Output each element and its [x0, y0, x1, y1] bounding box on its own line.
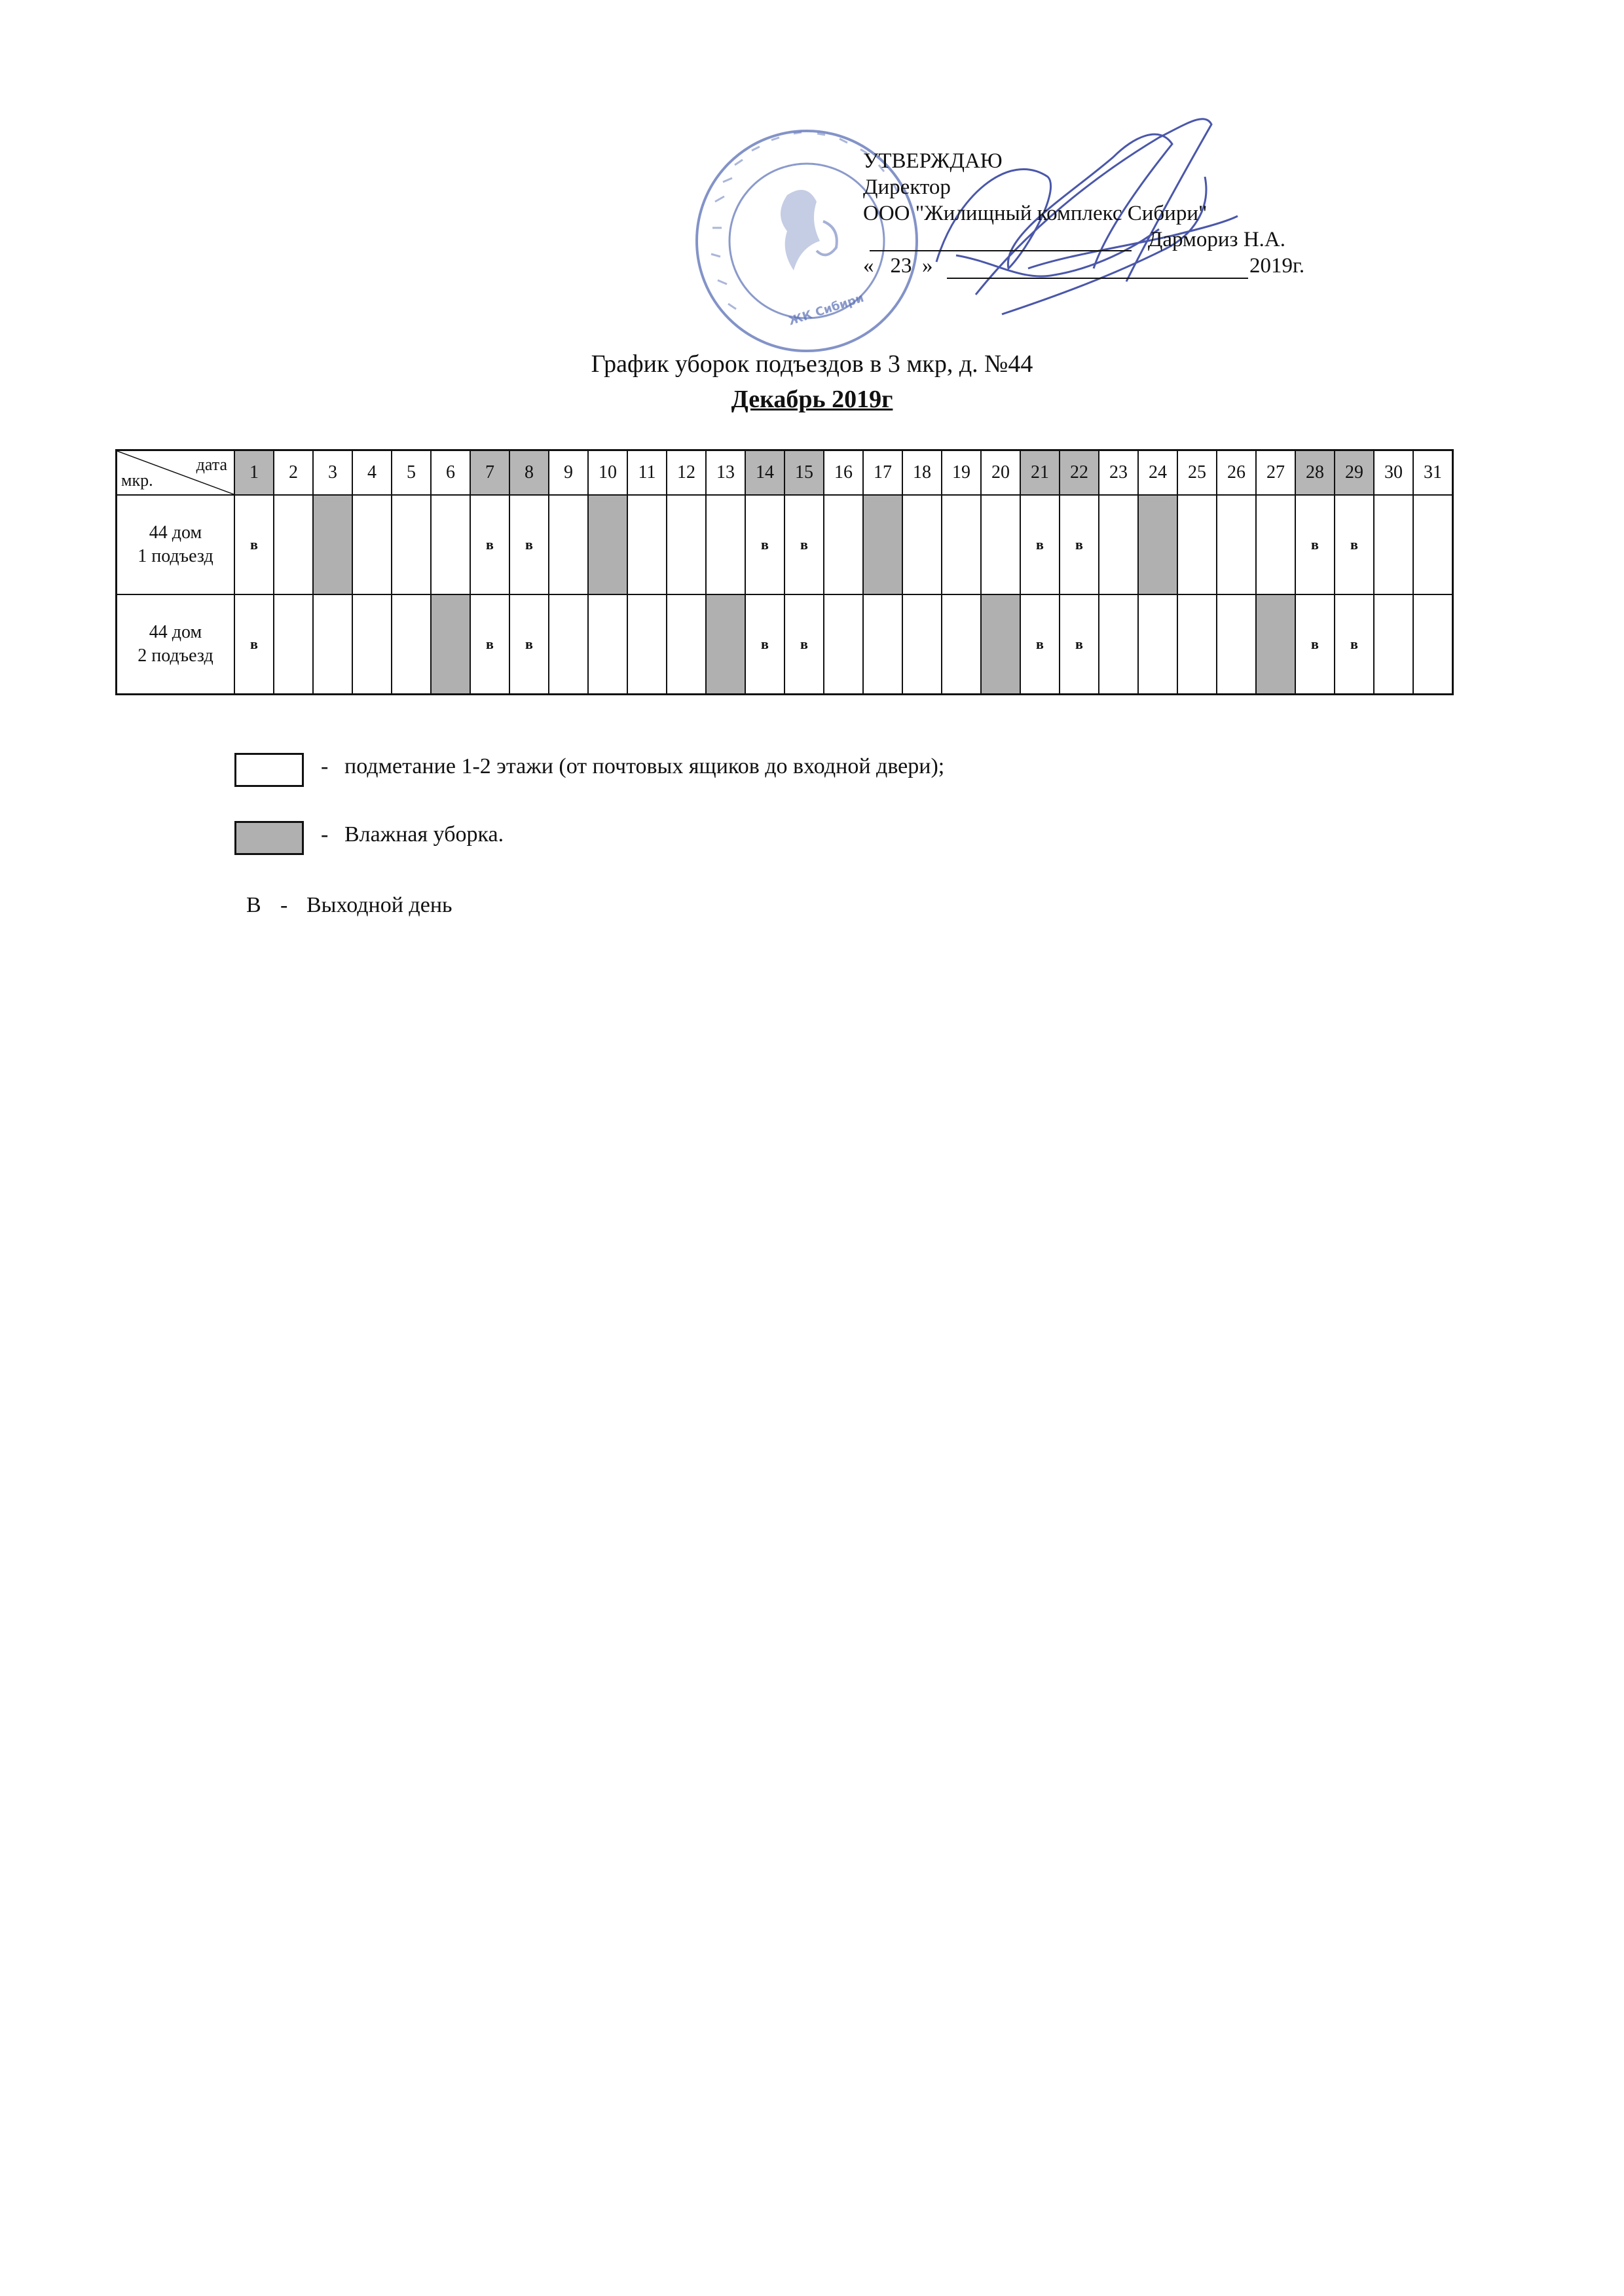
cleaning-schedule-table	[115, 449, 1454, 695]
legend-sweep-text: подметание 1-2 этажи (от почтовых ящиков до входной двери);	[344, 754, 945, 778]
corner-date-label: дата	[196, 455, 227, 474]
schedule-cell-day-9	[549, 594, 588, 695]
schedule-cell-day-1: в	[234, 495, 274, 594]
schedule-cell-day-7: в	[470, 594, 509, 695]
schedule-cell-day-30	[1374, 495, 1413, 594]
schedule-cell-day-10	[588, 594, 627, 695]
day-header-6: 6	[431, 450, 470, 496]
table-header-row	[117, 450, 1453, 496]
day-header-20: 20	[981, 450, 1020, 496]
schedule-cell-day-13	[706, 594, 745, 695]
schedule-cell-day-11	[627, 594, 667, 695]
month-line	[947, 253, 1248, 279]
day-header-8: 8	[509, 450, 549, 496]
legend-dash: -	[321, 754, 329, 778]
approval-position: Директор	[863, 175, 951, 199]
schedule-cell-day-19	[942, 495, 981, 594]
schedule-cell-day-14: в	[745, 495, 784, 594]
schedule-cell-day-27	[1256, 495, 1295, 594]
schedule-cell-day-23	[1099, 594, 1138, 695]
svg-text:ЖК Сибири: ЖК Сибири	[786, 291, 866, 329]
day-header-9: 9	[549, 450, 588, 496]
schedule-cell-day-5	[392, 594, 431, 695]
day-header-11: 11	[627, 450, 667, 496]
day-header-14: 14	[745, 450, 784, 496]
legend-dash: -	[280, 893, 288, 917]
schedule-cell-day-4	[352, 594, 392, 695]
schedule-cell-day-3	[313, 594, 352, 695]
schedule-cell-day-29: в	[1335, 594, 1374, 695]
day-header-29: 29	[1335, 450, 1374, 496]
day-header-15: 15	[784, 450, 824, 496]
schedule-cell-day-1: в	[234, 594, 274, 695]
day-header-13: 13	[706, 450, 745, 496]
day-header-12: 12	[667, 450, 706, 496]
schedule-cell-day-12	[667, 495, 706, 594]
schedule-cell-day-4	[352, 495, 392, 594]
schedule-cell-day-14: в	[745, 594, 784, 695]
day-header-27: 27	[1256, 450, 1295, 496]
schedule-cell-day-12	[667, 594, 706, 695]
day-header-30: 30	[1374, 450, 1413, 496]
schedule-cell-day-7: в	[470, 495, 509, 594]
schedule-cell-day-5	[392, 495, 431, 594]
approval-name: Дармориз Н.А.	[1147, 228, 1285, 251]
table-body	[117, 495, 1453, 695]
legend-holiday-symbol: В	[246, 893, 261, 917]
schedule-cell-day-13	[706, 495, 745, 594]
document-subtitle: Декабрь 2019г	[731, 386, 893, 413]
row-label	[117, 495, 235, 594]
schedule-cell-day-24	[1138, 594, 1177, 695]
schedule-cell-day-8: в	[509, 495, 549, 594]
day-header-31: 31	[1413, 450, 1453, 496]
day-header-16: 16	[824, 450, 863, 496]
schedule-cell-day-9	[549, 495, 588, 594]
schedule-cell-day-2	[274, 594, 313, 695]
day-header-17: 17	[863, 450, 902, 496]
table-row	[117, 495, 1453, 594]
row-label-entrance: 2 подъезд	[138, 646, 213, 666]
schedule-cell-day-25	[1177, 594, 1217, 695]
approval-day: 23	[890, 254, 912, 278]
legend-holiday-text: Выходной день	[306, 893, 452, 917]
schedule-cell-day-6	[431, 594, 470, 695]
schedule-cell-day-20	[981, 495, 1020, 594]
legend-dash: -	[321, 822, 329, 847]
document-title: График уборок подъездов в 3 мкр, д. №44	[591, 350, 1033, 378]
table-row	[117, 594, 1453, 695]
schedule-cell-day-31	[1413, 495, 1453, 594]
row-label-entrance: 1 подъезд	[138, 546, 213, 566]
schedule-cell-day-27	[1256, 594, 1295, 695]
day-header-28: 28	[1295, 450, 1335, 496]
day-header-26: 26	[1217, 450, 1256, 496]
schedule-cell-day-18	[902, 495, 942, 594]
schedule-cell-day-15: в	[784, 495, 824, 594]
schedule-cell-day-16	[824, 495, 863, 594]
day-header-22: 22	[1060, 450, 1099, 496]
schedule-cell-day-3	[313, 495, 352, 594]
row-label	[117, 594, 235, 695]
day-header-23: 23	[1099, 450, 1138, 496]
schedule-cell-day-25	[1177, 495, 1217, 594]
approval-date-row	[863, 253, 1361, 279]
approval-heading: УТВЕРЖДАЮ	[863, 149, 1003, 173]
date-quote-open: «	[863, 254, 874, 278]
schedule-cell-day-16	[824, 594, 863, 695]
date-quote-close: »	[922, 254, 933, 278]
schedule-cell-day-23	[1099, 495, 1138, 594]
schedule-cell-day-26	[1217, 495, 1256, 594]
schedule-cell-day-10	[588, 495, 627, 594]
day-header-1: 1	[234, 450, 274, 496]
schedule-cell-day-2	[274, 495, 313, 594]
schedule-cell-day-22: в	[1060, 594, 1099, 695]
schedule-cell-day-31	[1413, 594, 1453, 695]
schedule-cell-day-22: в	[1060, 495, 1099, 594]
day-header-18: 18	[902, 450, 942, 496]
schedule-cell-day-21: в	[1020, 594, 1060, 695]
day-header-19: 19	[942, 450, 981, 496]
schedule-cell-day-18	[902, 594, 942, 695]
day-header-21: 21	[1020, 450, 1060, 496]
row-label-house: 44 дом	[149, 522, 202, 543]
approval-company: ООО "Жилищный комплекс Сибири"	[863, 202, 1208, 225]
day-header-2: 2	[274, 450, 313, 496]
corner-mkr-label: мкр.	[121, 471, 153, 490]
schedule-cell-day-21: в	[1020, 495, 1060, 594]
approval-signature-row	[863, 227, 1361, 253]
schedule-cell-day-17	[863, 495, 902, 594]
legend-sweep-swatch	[234, 753, 304, 787]
approval-year: 2019г.	[1249, 254, 1305, 278]
approval-block	[863, 148, 1361, 279]
schedule-cell-day-8: в	[509, 594, 549, 695]
day-header-25: 25	[1177, 450, 1217, 496]
day-header-10: 10	[588, 450, 627, 496]
row-label-house: 44 дом	[149, 622, 202, 642]
day-header-24: 24	[1138, 450, 1177, 496]
schedule-cell-day-19	[942, 594, 981, 695]
schedule-cell-day-28: в	[1295, 594, 1335, 695]
legend-wet-swatch	[234, 821, 304, 855]
table-corner-cell	[117, 450, 235, 496]
schedule-cell-day-17	[863, 594, 902, 695]
schedule-cell-day-6	[431, 495, 470, 594]
schedule-cell-day-26	[1217, 594, 1256, 695]
schedule-cell-day-24	[1138, 495, 1177, 594]
schedule-cell-day-29: в	[1335, 495, 1374, 594]
schedule-cell-day-11	[627, 495, 667, 594]
schedule-cell-day-20	[981, 594, 1020, 695]
day-header-3: 3	[313, 450, 352, 496]
day-header-7: 7	[470, 450, 509, 496]
schedule-cell-day-15: в	[784, 594, 824, 695]
schedule-cell-day-28: в	[1295, 495, 1335, 594]
schedule-cell-day-30	[1374, 594, 1413, 695]
day-header-4: 4	[352, 450, 392, 496]
legend-wet-text: Влажная уборка.	[344, 822, 504, 847]
day-header-5: 5	[392, 450, 431, 496]
